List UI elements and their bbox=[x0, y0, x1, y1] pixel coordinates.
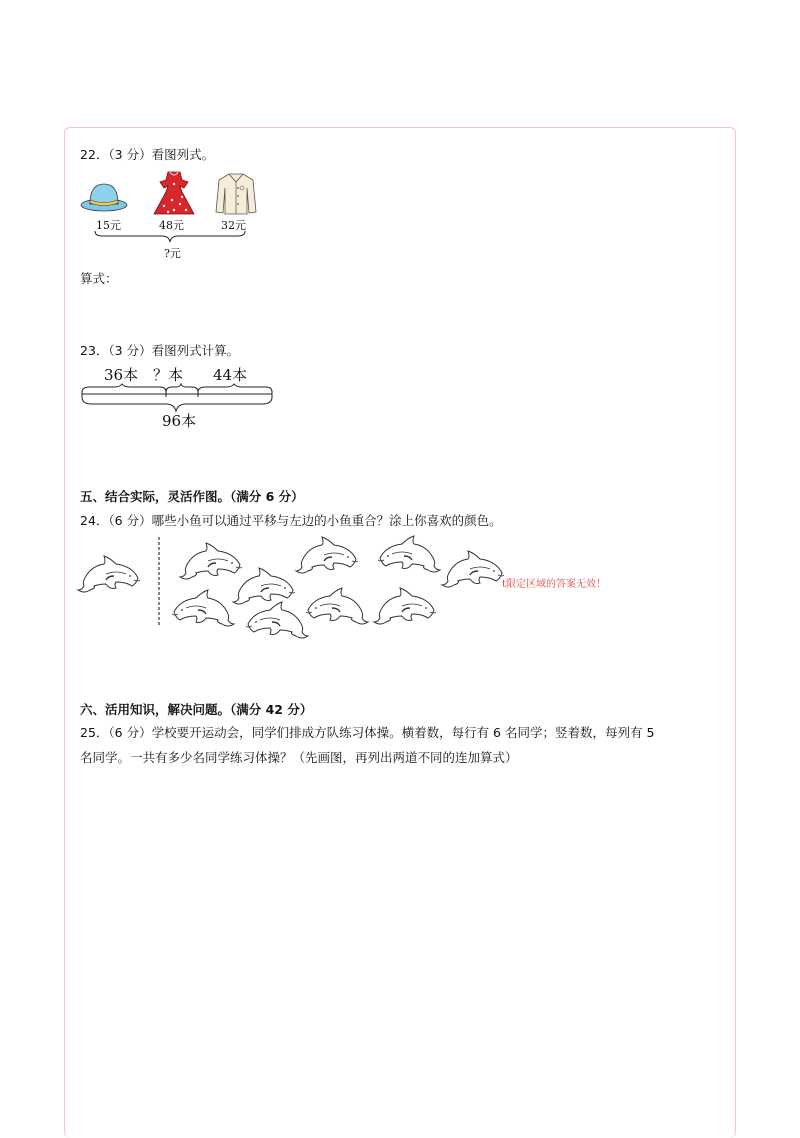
fish-option[interactable] bbox=[172, 590, 234, 626]
q25-line-1: 25．（6 分）学校要开运动会，同学们排成方队练习体操。横着数，每行有 6 名同学；竖着数，每列有 5 bbox=[80, 725, 655, 740]
fish-option[interactable] bbox=[378, 536, 440, 572]
dashed-divider bbox=[158, 537, 160, 625]
shirt-price: 32元 bbox=[221, 219, 246, 232]
q23-segment-1-label: 36本 bbox=[104, 366, 139, 384]
section-5-heading: 五、结合实际，灵活作图。（满分 6 分） bbox=[80, 489, 304, 504]
q25-line-2: 名同学。一共有多少名同学练习体操？（先画图，再列出两道不同的连加算式） bbox=[80, 750, 518, 765]
fish-option[interactable] bbox=[246, 602, 308, 638]
q22-total-brace bbox=[94, 230, 246, 244]
fish-option[interactable] bbox=[374, 588, 436, 624]
hat-price: 15元 bbox=[96, 219, 121, 232]
fish-option[interactable] bbox=[442, 551, 504, 587]
reference-fish bbox=[78, 556, 140, 592]
fish-option[interactable] bbox=[306, 588, 368, 624]
q23-segment-3-label: 44本 bbox=[213, 366, 248, 384]
hat-image bbox=[80, 178, 128, 214]
restricted-area-watermark: t限定区域的答案无效！ bbox=[502, 579, 607, 590]
q23-segment-diagram bbox=[80, 384, 276, 414]
q23-total-label: 96本 bbox=[162, 412, 197, 430]
q23-segment-2-label: ？本 bbox=[153, 366, 184, 384]
q22-formula-label: 算式： bbox=[80, 271, 118, 286]
q22-total-label: ?元 bbox=[164, 247, 181, 260]
q24-title: 24．（6 分）哪些小鱼可以通过平移与左边的小鱼重合？涂上你喜欢的颜色。 bbox=[80, 513, 502, 528]
q22-title: 22．（3 分）看图列式。 bbox=[80, 147, 215, 162]
fish-option[interactable] bbox=[296, 537, 358, 573]
section-6-heading: 六、活用知识，解决问题。（满分 42 分） bbox=[80, 702, 313, 717]
fish-option[interactable] bbox=[233, 568, 295, 604]
q23-title: 23．（3 分）看图列式计算。 bbox=[80, 343, 240, 358]
dress-price: 48元 bbox=[159, 219, 184, 232]
answer-area-frame bbox=[64, 127, 736, 1138]
shirt-image bbox=[215, 172, 257, 216]
dress-image bbox=[152, 170, 196, 216]
